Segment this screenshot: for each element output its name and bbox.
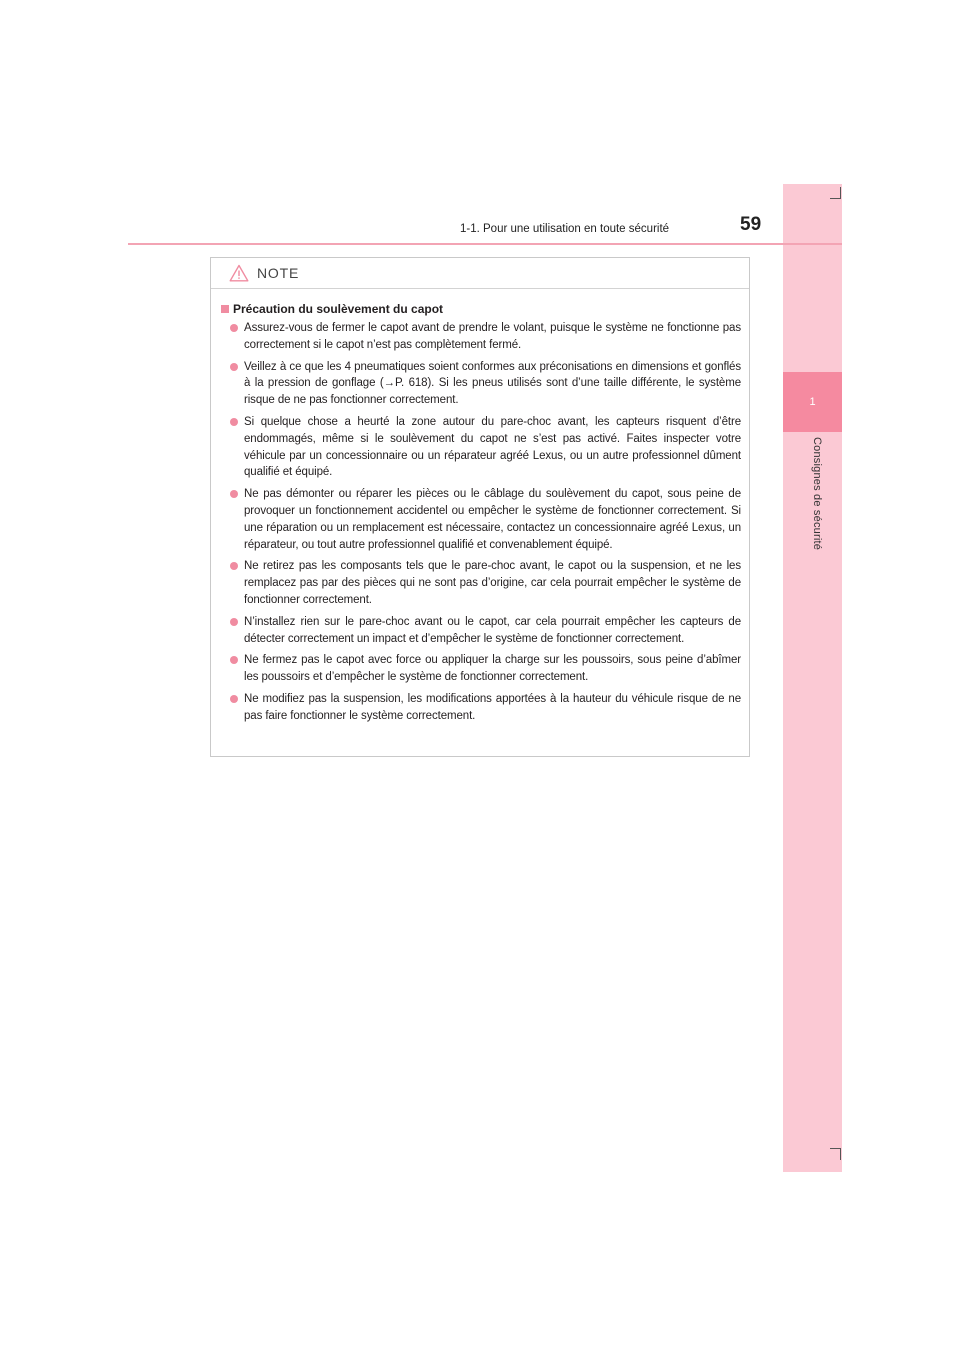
round-bullet-icon bbox=[230, 363, 238, 371]
note-label: NOTE bbox=[257, 265, 300, 281]
crop-mark-bottom-vertical bbox=[840, 1148, 841, 1160]
list-item-text: Ne modifiez pas la suspension, les modifications apportées à la hauteur du véhicule risque de ne pas faire fonctionner le système correctement. bbox=[244, 692, 741, 722]
list-item bbox=[221, 414, 741, 481]
list-item bbox=[221, 691, 741, 725]
chapter-title: Consignes de sécurité bbox=[811, 437, 823, 551]
round-bullet-icon bbox=[230, 324, 238, 332]
list-item bbox=[221, 359, 741, 409]
list-item bbox=[221, 652, 741, 686]
list-item-text: Si quelque chose a heurté la zone autour du pare-choc avant, les capteurs risquent d’être endommagés, même si le soulèvement du capot ne s’est pas activé. Faites inspecter votre véhicule par un concessionnaire ou un réparateur agréé Lexus, ou un autre professionnel dûment qualifié et équipé. bbox=[244, 415, 741, 479]
list-item-text: Veillez à ce que les 4 pneumatiques soient conformes aux préconisations en dimensions et gonflés à la pression de gonflage (→P. 618). Si les pneus utilisés sont d’une taille différente, le système risque de ne pas fonctionner correctement. bbox=[244, 360, 741, 407]
section-heading bbox=[221, 302, 741, 316]
chapter-number-tab bbox=[783, 372, 842, 432]
list-item bbox=[221, 558, 741, 608]
square-bullet-icon bbox=[221, 305, 229, 313]
list-item bbox=[221, 320, 741, 354]
warning-triangle-icon bbox=[229, 264, 249, 282]
round-bullet-icon bbox=[230, 695, 238, 703]
round-bullet-icon bbox=[230, 490, 238, 498]
page-number: 59 bbox=[740, 214, 762, 235]
round-bullet-icon bbox=[230, 656, 238, 664]
list-item-text: Ne pas démonter ou réparer les pièces ou le câblage du soulèvement du capot, sous peine de provoquer un fonctionnement accidentel ou empêcher le système de fonctionner correctement. Si une réparation ou un remplacement est nécessaire, contactez un concessionnaire agréé Lexus, un réparateur, ou tout autre professionnel qualifié et convenablement équipé. bbox=[244, 488, 741, 551]
chapter-number: 1 bbox=[809, 396, 816, 408]
section-title: Précaution du soulèvement du capot bbox=[233, 302, 444, 316]
round-bullet-icon bbox=[230, 618, 238, 626]
running-head: 1-1. Pour une utilisation en toute sécurité bbox=[460, 223, 670, 235]
note-header bbox=[211, 258, 749, 289]
list-item-text: Assurez-vous de fermer le capot avant de prendre le volant, puisque le système ne fonctionne pas correctement si le capot n’est pas complètement fermé. bbox=[244, 322, 741, 351]
list-item-text: N’installez rien sur le pare-choc avant ou le capot, car cela pourrait empêcher les capteurs de détecter correctement un impact et d’empêcher le système de fonctionner correctement. bbox=[244, 615, 741, 645]
list-item-text: Ne fermez pas le capot avec force ou appliquer la charge sur les poussoirs, sous peine d’abîmer les poussoirs et d’empêcher le système de fonctionner correctement. bbox=[244, 654, 741, 684]
note-box bbox=[210, 257, 750, 757]
round-bullet-icon bbox=[230, 562, 238, 570]
crop-mark-top-horizontal bbox=[830, 198, 841, 199]
chapter-side-band bbox=[783, 184, 842, 1172]
note-body bbox=[211, 289, 749, 725]
round-bullet-icon bbox=[230, 418, 238, 426]
header-rule bbox=[128, 243, 842, 245]
crop-mark-bottom-horizontal bbox=[830, 1148, 841, 1149]
list-item bbox=[221, 486, 741, 553]
list-item-text: Ne retirez pas les composants tels que le pare-choc avant, le capot ou la suspension, et ne les remplacez pas par des pièces qui ne sont pas d’origine, car cela pourrait empêcher le système de fonctionner correctement. bbox=[244, 560, 741, 606]
list-item bbox=[221, 614, 741, 648]
